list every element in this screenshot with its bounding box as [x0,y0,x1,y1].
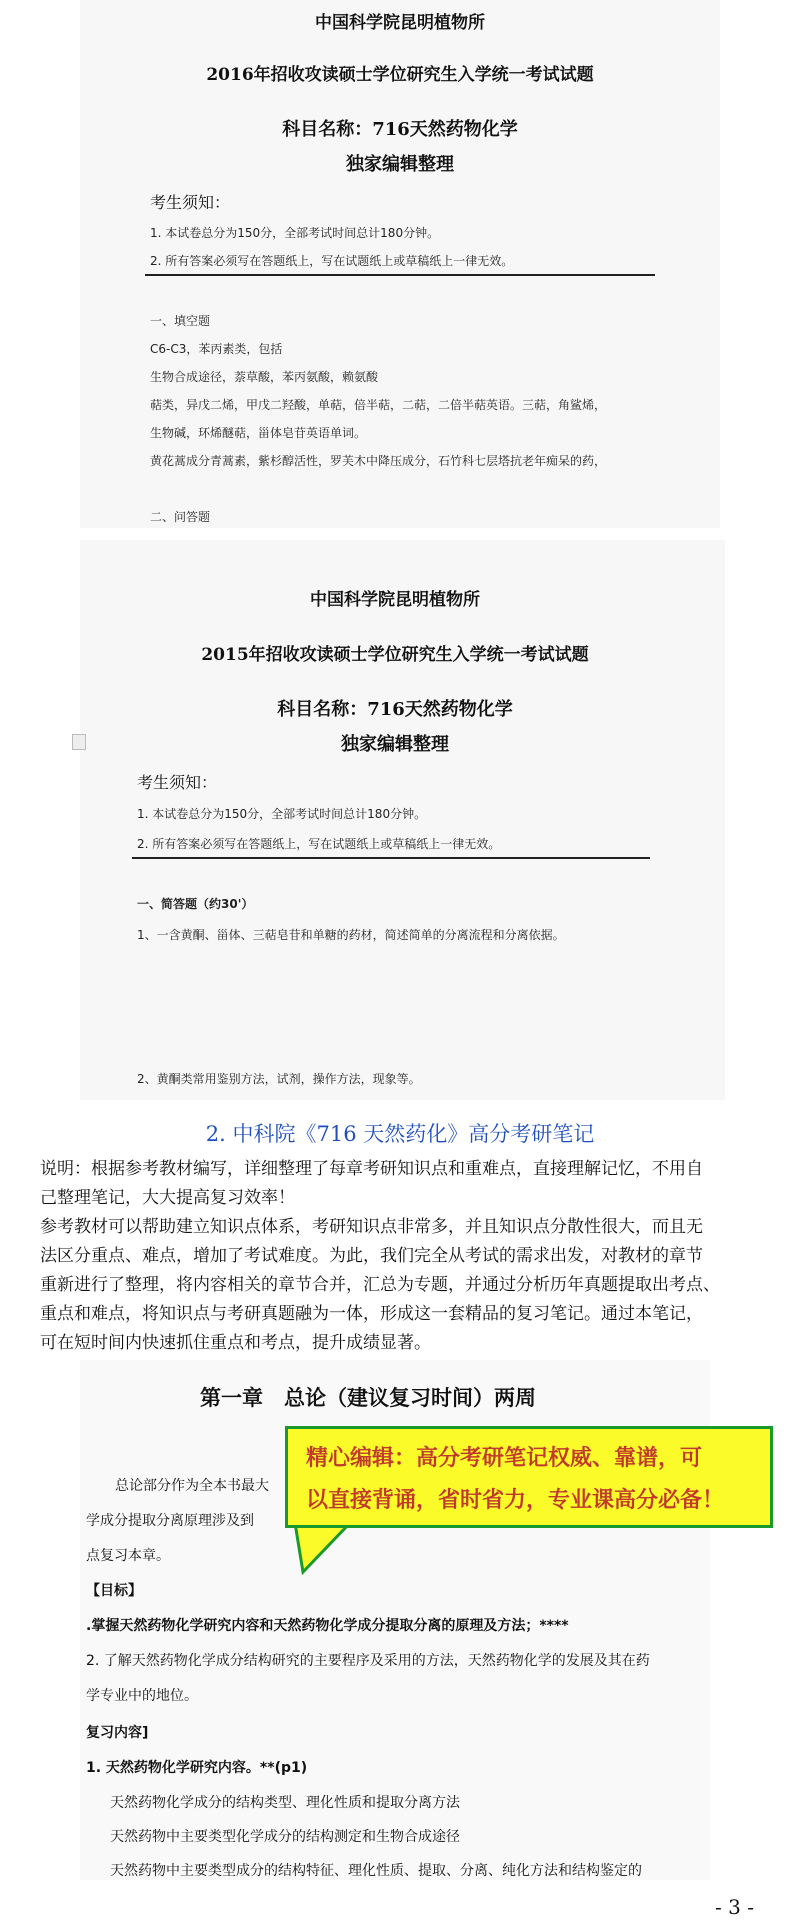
notice-heading: 考生须知： [137,773,218,792]
chapter-intro: 点复习本章。 [86,1548,170,1564]
editor-label: 独家编辑整理 [341,734,449,755]
subject-name: 科目名称：716天然药物化学 [277,699,513,720]
callout-tail [285,1520,375,1575]
review-heading: 复习内容] [86,1725,149,1741]
chapter-intro: 总论部分作为全本书最大 [115,1478,269,1494]
notes-line: 法区分重点、难点，增加了考试难度。为此，我们完全从考试的需求出发，对教材的章节 [40,1246,703,1266]
notes-heading: 2. 中科院《716 天然药化》高分考研笔记 [205,1122,595,1146]
exam-line: 生物碱，环烯醚萜，甾体皂苷英语单词。 [150,426,367,440]
exam-title: 2015年招收攻读硕士学位研究生入学统一考试试题 [201,645,589,665]
callout-line: 精心编辑：高分考研笔记权威、靠谱，可 [306,1445,703,1471]
review-subitem: 天然药物化学成分的结构类型、理化性质和提取分离方法 [110,1795,460,1811]
chapter-title: 第一章 总论（建议复习时间）两周 [200,1386,536,1410]
goal-item: 2. 了解天然药物化学成分结构研究的主要程序及采用的方法，天然药物化学的发展及其在药 [86,1653,650,1669]
callout-line: 以直接背诵，省时省力，专业课高分必备！ [306,1487,725,1513]
notes-line: 重新进行了整理，将内容相关的章节合并，汇总为专题，并通过分析历年真题提取出考点、 [40,1275,720,1295]
exam-line: 黄花蒿成分青蒿素，紫杉醇活性，罗芙木中降压成分，石竹科七层塔抗老年痴呆的药， [150,454,607,468]
exam-title: 2016年招收攻读硕士学位研究生入学统一考试试题 [206,65,594,85]
section-heading: 二、问答题 [150,510,211,524]
chapter-intro: 学成分提取分离原理涉及到 [86,1513,254,1529]
notes-line: 参考教材可以帮助建立知识点体系，考研知识点非常多，并且知识点分散性很大，而且无 [40,1217,703,1237]
exam-line: 萜类，异戊二烯，甲戊二羟酸，单萜，倍半萜，二萜，二倍半萜英语。三萜，角鲨烯， [150,398,607,412]
notes-line: 可在短时间内快速抓住重点和考点，提升成绩显著。 [40,1333,431,1353]
review-item: 1. 天然药物化学研究内容。**(p1) [86,1760,308,1776]
notes-line: 重点和难点，将知识点与考研真题融为一体，形成这一套精品的复习笔记。通过本笔记， [40,1304,703,1324]
exam-line: C6-C3，苯丙素类，包括 [150,342,283,356]
promo-callout [285,1426,773,1528]
notice-item: 1. 本试卷总分为150分，全部考试时间总计180分钟。 [137,807,427,821]
review-subitem: 天然药物中主要类型成分的结构特征、理化性质、提取、分离、纯化方法和结构鉴定的 [110,1863,642,1879]
subject-name: 科目名称：716天然药物化学 [282,119,518,140]
question-item: 2、黄酮类常用鉴别方法，试剂，操作方法，现象等。 [137,1072,421,1086]
institute-name: 中国科学院昆明植物所 [310,590,480,610]
editor-label: 独家编辑整理 [346,154,454,175]
page-number: - 3 - [715,1895,754,1919]
notice-heading: 考生须知： [150,193,231,212]
institute-name: 中国科学院昆明植物所 [315,13,485,33]
goal-item: .掌握天然药物化学研究内容和天然药物化学成分提取分离的原理及方法；**** [86,1618,569,1634]
question-item: 1、一含黄酮、甾体、三萜皂苷和单糖的药材，简述简单的分离流程和分离依据。 [137,928,565,942]
notes-description [40,1155,770,1358]
notes-line: 说明：根据参考教材编写，详细整理了每章考研知识点和重难点，直接理解记忆，不用自 [40,1159,703,1179]
notice-item: 1. 本试卷总分为150分，全部考试时间总计180分钟。 [150,226,440,240]
exam-line: 生物合成途径，萘草酸，苯丙氨酸，赖氨酸 [150,370,379,384]
goal-heading: 【目标】 [86,1583,142,1599]
notice-item: 2. 所有答案必须写在答题纸上，写在试题纸上或草稿纸上一律无效。 [150,254,514,268]
section-heading: 一、简答题（约30'） [137,897,254,911]
goal-item: 学专业中的地位。 [86,1688,198,1704]
section-heading: 一、填空题 [150,314,211,328]
divider [145,274,655,276]
notice-item: 2. 所有答案必须写在答题纸上，写在试题纸上或草稿纸上一律无效。 [137,837,501,851]
divider [132,857,650,859]
notes-line: 己整理笔记，大大提高复习效率！ [40,1188,295,1208]
review-subitem: 天然药物中主要类型化学成分的结构测定和生物合成途径 [110,1829,460,1845]
